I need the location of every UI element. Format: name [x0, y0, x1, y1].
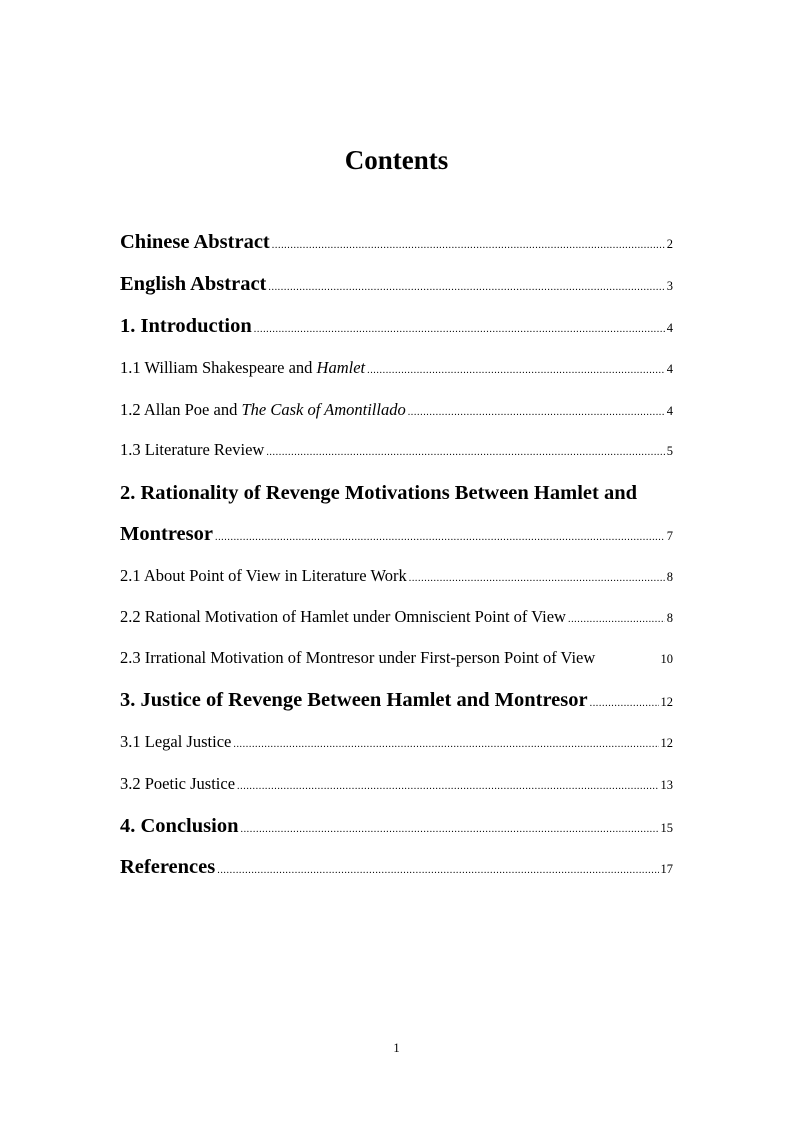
toc-entry-2[interactable]	[120, 516, 673, 552]
toc-entry-page: 4	[666, 321, 673, 335]
toc-leader-dots	[254, 312, 665, 344]
toc-leader-dots	[568, 602, 665, 635]
toc-entry-page: 13	[660, 778, 673, 792]
toc-entry-label: English Abstract	[120, 273, 267, 295]
toc-leader-dots	[408, 395, 665, 428]
toc-entry-4[interactable]	[120, 808, 673, 844]
toc-entry-label: 2. Rationality of Revenge Motivations Between Hamlet and	[120, 482, 637, 504]
toc-entry-page: 12	[660, 695, 673, 709]
toc-entry-italic-title: Hamlet	[316, 358, 366, 377]
toc-entry-label: 2.2 Rational Motivation of Hamlet under Omniscient Point of View	[120, 607, 566, 626]
toc-entry-english-abstract[interactable]	[120, 266, 673, 302]
toc-entry-label: 4. Conclusion	[120, 815, 239, 837]
toc-entry-label: 2.3 Irrational Motivation of Montresor under First-person Point of View	[120, 648, 596, 667]
toc-entry-label: Chinese Abstract	[120, 231, 270, 253]
toc-leader-dots	[217, 853, 658, 885]
toc-entry-page: 2	[666, 237, 673, 251]
toc-entry-label: 3. Justice of Revenge Between Hamlet and Montresor	[120, 689, 588, 711]
toc-leader-dots	[240, 812, 658, 844]
toc-entry-italic-title: The Cask of Amontillado	[241, 400, 406, 419]
toc-entry-2-3[interactable]	[120, 640, 673, 676]
toc-entry-label: References	[120, 856, 216, 878]
toc-entry-page: 8	[666, 611, 673, 625]
toc-leader-dots	[237, 769, 658, 802]
toc-entry-2-line1[interactable]	[120, 475, 673, 511]
toc-entry-chinese-abstract[interactable]	[120, 224, 673, 260]
toc-entry-page: 10	[660, 652, 673, 666]
toc-leader-dots	[409, 561, 665, 594]
toc-entry-label: 3.2 Poetic Justice	[120, 774, 236, 793]
toc-entry-3-2[interactable]	[120, 766, 673, 802]
toc-entry-page: 4	[666, 404, 673, 418]
toc-entry-1-2[interactable]	[120, 392, 673, 428]
toc-entry-page: 3	[666, 279, 673, 293]
toc-entry-page: 4	[666, 362, 673, 376]
page-number: 1	[393, 1041, 400, 1055]
toc-entry-label: 2.1 About Point of View in Literature Work	[120, 566, 407, 585]
toc-entry-references[interactable]	[120, 849, 673, 885]
toc-entry-page: 5	[666, 444, 673, 458]
toc-leader-dots	[266, 435, 664, 468]
toc-entry-2-1[interactable]	[120, 558, 673, 594]
page-title: Contents	[344, 145, 449, 175]
toc-entry-1-1[interactable]	[120, 350, 673, 386]
toc-entry-page: 8	[666, 570, 673, 584]
toc-entry-label: 1.2 Allan Poe and The Cask of Amontillado	[120, 400, 406, 419]
toc-entry-3[interactable]	[120, 682, 673, 718]
toc-leader-dots	[233, 727, 658, 760]
toc-leader-dots	[268, 270, 664, 302]
toc-entry-page: 7	[666, 529, 673, 543]
toc-entry-introduction[interactable]	[120, 308, 673, 344]
toc-entry-label: 1.3 Literature Review	[120, 440, 265, 459]
toc-entry-page: 17	[660, 862, 673, 876]
toc-entry-page: 15	[660, 821, 673, 835]
toc-entry-label: 1. Introduction	[120, 315, 252, 337]
toc-entry-label: 1.1 William Shakespeare and Hamlet	[120, 358, 366, 377]
toc-leader-dots	[272, 228, 665, 260]
toc-entry-page: 12	[660, 736, 673, 750]
toc-entry-label: 3.1 Legal Justice	[120, 732, 232, 751]
toc-entry-1-3[interactable]	[120, 432, 673, 468]
toc-entry-2-2[interactable]	[120, 599, 673, 635]
toc-entry-label: Montresor	[120, 523, 213, 545]
toc-leader-dots	[590, 686, 659, 718]
toc-entry-3-1[interactable]	[120, 724, 673, 760]
toc-leader-dots	[215, 520, 665, 552]
toc-leader-dots	[367, 353, 665, 386]
